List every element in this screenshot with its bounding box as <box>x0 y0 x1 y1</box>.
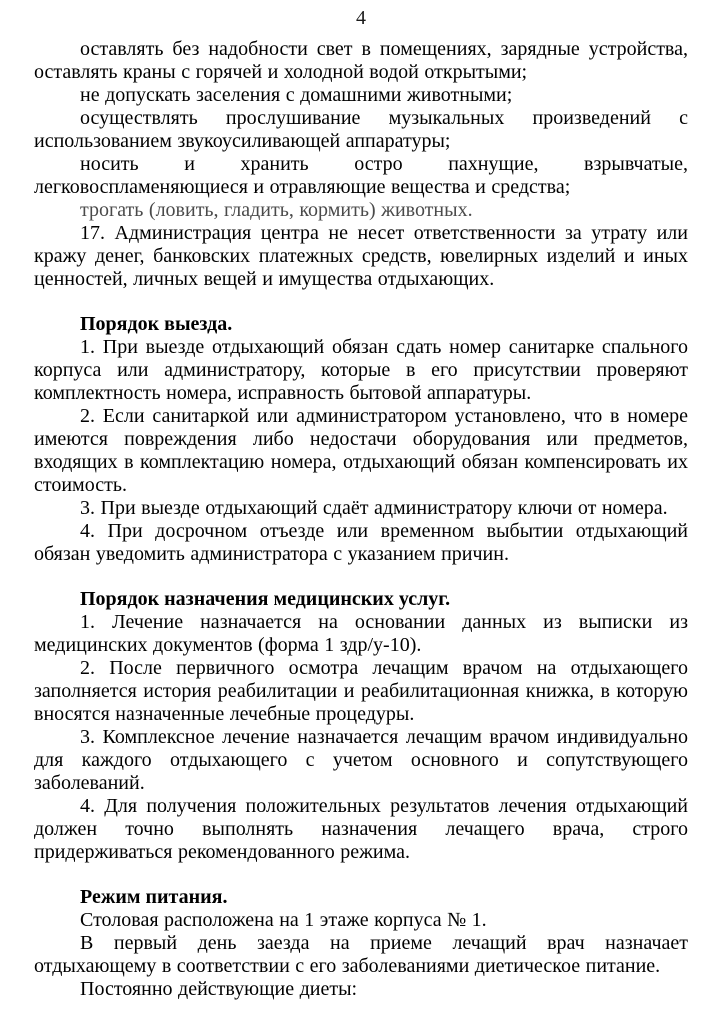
rule-item-17-liability: 17. Администрация центра не несет ответственности за утрату или кражу денег, банковских платежных средств, ювелирных изделий и иных ценностей, личных вещей и имущества отдыхающих. <box>34 222 688 290</box>
medical-item-4: 4. Для получения положительных результатов лечения отдыхающий должен точно выполнять назначения лечащего врача, строго придерживаться рекомендованного режима. <box>34 795 688 863</box>
departure-item-3: 3. При выезде отдыхающий сдаёт администратору ключи от номера. <box>80 497 668 519</box>
meals-paragraph-permanent-diets: Постоянно действующие диеты: <box>80 978 358 1000</box>
page-number: 4 <box>356 7 366 29</box>
section-heading-medical-services: Порядок назначения медицинских услуг. <box>80 588 451 610</box>
medical-item-1: 1. Лечение назначается на основании данных из выписки из медицинских документов (форма 1 здр/у-10). <box>34 611 688 656</box>
rule-item-substances: носить и хранить остро пахнущие, взрывчатые, легковоспламеняющиеся и отравляющие вещества и средства; <box>34 153 688 198</box>
rule-item-pets: не допускать заселения с домашними животными; <box>80 84 513 106</box>
meals-paragraph-diet-assignment: В первый день заезда на приеме лечащий врач назначает отдыхающему в соответствии с его заболеваниями диетическое питание. <box>34 932 688 977</box>
section-heading-departure: Порядок выезда. <box>80 313 233 335</box>
rule-item-music: осуществлять прослушивание музыкальных произведений с использованием звукоусиливающей аппаратуры; <box>34 107 688 152</box>
medical-item-3: 3. Комплексное лечение назначается лечащим врачом индивидуально для каждого отдыхающего с учетом основного и сопутствующего заболеваний. <box>34 726 688 794</box>
section-heading-meals: Режим питания. <box>80 886 228 908</box>
departure-item-1: 1. При выезде отдыхающий обязан сдать номер санитарке спального корпуса или администратору, которые в его присутствии проверяют комплектность номера, исправность бытовой аппаратуры. <box>34 336 688 404</box>
departure-item-4: 4. При досрочном отъезде или временном выбытии отдыхающий обязан уведомить администратора с указанием причин. <box>34 520 688 565</box>
rule-item-animals: трогать (ловить, гладить, кормить) животных. <box>80 199 473 221</box>
meals-paragraph-dining-location: Столовая расположена на 1 этаже корпуса № 1. <box>80 909 487 931</box>
medical-item-2: 2. После первичного осмотра лечащим врачом на отдыхающего заполняется история реабилитации и реабилитационная книжка, в которую вносятся назначенные лечебные процедуры. <box>34 657 688 725</box>
departure-item-2: 2. Если санитаркой или администратором установлено, что в номере имеются повреждения либо недостачи оборудования или предметов, входящих в комплектацию номера, отдыхающий обязан компенсировать их стоимость. <box>34 405 688 496</box>
rule-item-lights: оставлять без надобности свет в помещениях, зарядные устройства, оставлять краны с горячей и холодной водой открытыми; <box>34 38 688 83</box>
